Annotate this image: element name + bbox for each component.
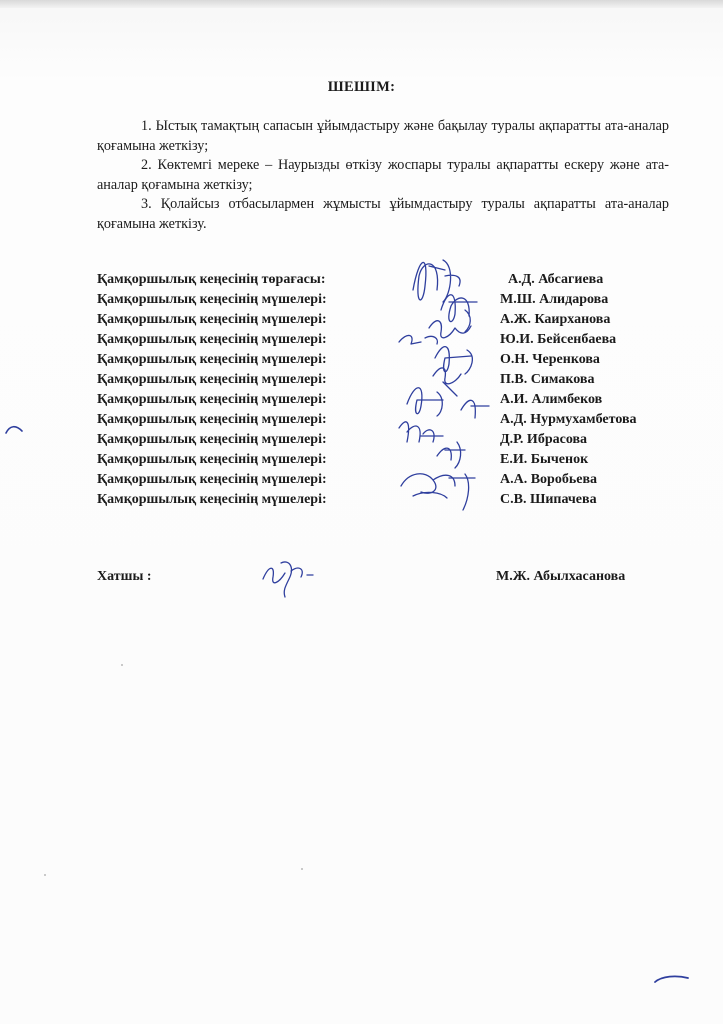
signature-4 xyxy=(399,335,437,344)
margin-pen-mark xyxy=(2,421,26,437)
council-member-name: М.Ш. Алидарова xyxy=(500,292,609,307)
document-heading: ШЕШІМ: xyxy=(327,79,396,95)
signature-3 xyxy=(429,321,471,338)
council-member-name: А.Д. Нурмухамбетова xyxy=(500,412,637,427)
council-role: Қамқоршылық кеңесінің мүшелері: xyxy=(97,492,327,507)
council-member-name: А.А. Воробьева xyxy=(500,472,598,487)
council-member-name: С.В. Шипачева xyxy=(500,492,597,507)
council-member-name: А.Ж. Каирханова xyxy=(500,312,611,327)
signature-2 xyxy=(441,295,477,332)
paper-speck xyxy=(121,664,123,666)
page-edge xyxy=(0,0,723,8)
paper-speck xyxy=(301,868,303,870)
council-role: Қамқоршылық кеңесінің мүшелері: xyxy=(97,372,327,387)
council-member-name: Д.Р. Ибрасова xyxy=(500,432,588,447)
council-role: Қамқоршылық кеңесінің мүшелері: xyxy=(97,452,327,467)
council-role: Қамқоршылық кеңесінің мүшелері: xyxy=(97,472,327,487)
paper-speck xyxy=(44,874,46,876)
council-member-name: П.В. Симакова xyxy=(500,372,595,387)
signature-7 xyxy=(407,388,443,416)
secretary-label: Хатшы : xyxy=(97,569,152,584)
council-member-name: А.И. Алимбеков xyxy=(500,392,603,407)
signature-11 xyxy=(401,474,475,510)
margin-pen-mark xyxy=(652,970,692,986)
council-role: Қамқоршылық кеңесінің мүшелері: xyxy=(97,292,327,307)
council-member-name: О.Н. Черенкова xyxy=(500,352,600,367)
signature-5 xyxy=(435,347,472,374)
secretary-name: М.Ж. Абылхасанова xyxy=(496,569,626,584)
council-role: Қамқоршылық кеңесінің мүшелері: xyxy=(97,352,327,367)
council-role: Қамқоршылық кеңесінің мүшелері: xyxy=(97,392,327,407)
decision-item-3: 3. Қолайсыз отбасылармен жұмысты ұйымдастыру туралы ақпаратты ата-аналар қоғамына жеткізу. xyxy=(97,196,669,232)
council-member-name: А.Д. Абсагиева xyxy=(508,272,604,287)
council-role: Қамқоршылық кеңесінің төрағасы: xyxy=(97,272,326,287)
signature-8 xyxy=(461,400,489,418)
council-member-name: Е.И. Быченок xyxy=(500,452,589,467)
handwritten-signatures xyxy=(385,246,505,526)
council-member-name: Ю.И. Бейсенбаева xyxy=(500,332,617,347)
signature-10 xyxy=(437,442,465,468)
council-role: Қамқоршылық кеңесінің мүшелері: xyxy=(97,412,327,427)
council-role: Қамқоршылық кеңесінің мүшелері: xyxy=(97,432,327,447)
signature-9 xyxy=(399,422,443,442)
decision-item-1: 1. Ыстық тамақтың сапасын ұйымдастыру және бақылау туралы ақпаратты ата-аналар қоғамына жеткізу; xyxy=(97,118,669,154)
secretary-signature xyxy=(255,545,325,600)
council-role: Қамқоршылық кеңесінің мүшелері: xyxy=(97,332,327,347)
council-role: Қамқоршылық кеңесінің мүшелері: xyxy=(97,312,327,327)
decision-item-2: 2. Көктемгі мереке – Наурызды өткізу жоспары туралы ақпаратты ескеру және ата-аналар қоғамына жеткізу; xyxy=(97,157,669,193)
